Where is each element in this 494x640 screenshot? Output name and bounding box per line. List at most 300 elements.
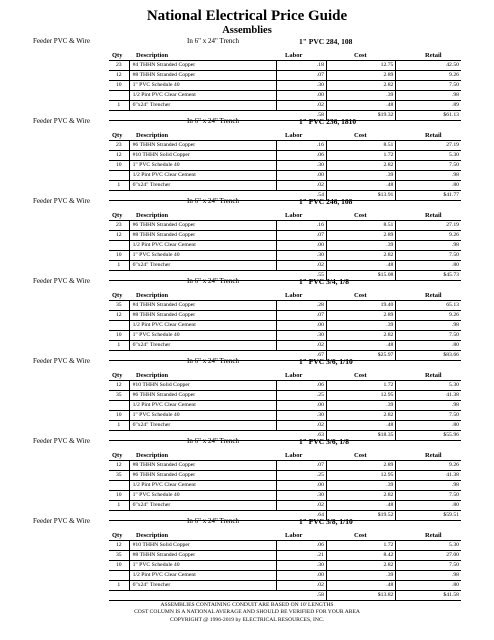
qty-cell: 10 — [109, 411, 129, 421]
labor-cell: .25 — [277, 471, 327, 481]
qty-header: Qty — [112, 292, 123, 299]
column-header — [109, 51, 461, 60]
cost-header: Cost — [354, 532, 367, 539]
page-title: National Electrical Price Guide — [146, 8, 348, 24]
retail-header: Retail — [425, 532, 442, 539]
table-row — [109, 331, 461, 341]
table-row — [109, 171, 461, 181]
cost-cell: 2.89 — [326, 461, 395, 471]
retail-header: Retail — [425, 212, 442, 219]
qty-cell: 35 — [109, 551, 129, 561]
retail-cell: .98 — [451, 402, 459, 408]
section-header — [0, 116, 494, 127]
description-cell: #8 THHN Stranded Copper — [129, 71, 277, 81]
total-labor: .58 — [277, 591, 327, 601]
section-header — [0, 516, 494, 527]
table-row — [109, 471, 461, 481]
description-cell: 6"x24" Trencher — [129, 181, 277, 191]
section-label: Feeder PVC & Wire — [33, 197, 90, 205]
table-row — [109, 221, 461, 231]
labor-cell: .02 — [277, 581, 327, 591]
retail-cell: 5.30 — [449, 152, 459, 158]
retail-cell: .80 — [451, 582, 459, 588]
footer-line: COPYRIGHT @ 1996-2019 by ELECTRICAL RESOURCES, INC. — [169, 616, 324, 623]
description-cell: 1/2 Pint PVC Clear Cement — [129, 321, 277, 331]
description-cell: #10 THHN Solid Copper — [129, 541, 277, 551]
description-cell: 1" PVC Schedule 40 — [129, 81, 277, 91]
total-labor: .67 — [277, 351, 327, 361]
section-trench: In 6" x 24" Trench — [187, 37, 239, 45]
retail-cell: 7.50 — [449, 562, 459, 568]
section-code: 1" PVC 236, 1810 — [299, 117, 357, 126]
cost-cell: 1.72 — [326, 151, 395, 161]
total-spacer — [109, 591, 129, 601]
table-row — [109, 151, 461, 161]
labor-header: Labor — [285, 532, 303, 539]
retail-cell: 7.50 — [449, 162, 459, 168]
section-label: Feeder PVC & Wire — [33, 117, 90, 125]
cost-cell: 2.89 — [326, 71, 395, 81]
retail-cell: 9.26 — [449, 312, 459, 318]
assembly-section — [0, 116, 494, 196]
qty-cell: 10 — [109, 331, 129, 341]
total-cost: $18.35 — [326, 431, 395, 441]
cost-header: Cost — [354, 372, 367, 379]
labor-cell: .06 — [277, 151, 327, 161]
cost-cell: .39 — [326, 241, 395, 251]
cost-cell: .48 — [326, 261, 395, 271]
table-row — [109, 71, 461, 81]
qty-header: Qty — [112, 532, 123, 539]
table-row — [109, 251, 461, 261]
column-header — [109, 211, 461, 220]
description-cell: #8 THHN Stranded Copper — [129, 551, 277, 561]
retail-cell: 5.30 — [449, 382, 459, 388]
table-row — [109, 231, 461, 241]
description-cell: #6 THHN Stranded Copper — [129, 391, 277, 401]
description-cell: #8 THHN Stranded Copper — [129, 311, 277, 321]
labor-cell: .06 — [277, 541, 327, 551]
qty-cell: 35 — [109, 301, 129, 311]
cost-cell: .39 — [326, 171, 395, 181]
items-table — [109, 540, 461, 601]
cost-cell: 2.82 — [326, 491, 395, 501]
labor-cell: .00 — [277, 571, 327, 581]
description-cell: 1/2 Pint PVC Clear Cement — [129, 171, 277, 181]
table-row — [109, 61, 461, 71]
qty-header: Qty — [112, 212, 123, 219]
table-row — [109, 481, 461, 491]
table-row — [109, 101, 461, 111]
description-cell: 6"x24" Trencher — [129, 581, 277, 591]
table-row — [109, 541, 461, 551]
qty-cell: 1 — [109, 421, 129, 431]
retail-cell: 7.50 — [449, 332, 459, 338]
cost-header: Cost — [354, 212, 367, 219]
table-row — [109, 561, 461, 571]
cost-cell: .39 — [326, 91, 395, 101]
total-retail: $45.73 — [443, 272, 459, 278]
description-cell: #4 THHN Stranded Copper — [129, 301, 277, 311]
labor-cell: .02 — [277, 261, 327, 271]
labor-cell: .00 — [277, 241, 327, 251]
labor-cell: .00 — [277, 481, 327, 491]
table-row — [109, 341, 461, 351]
labor-header: Labor — [285, 212, 303, 219]
description-cell: 6"x24" Trencher — [129, 101, 277, 111]
table-row — [109, 311, 461, 321]
qty-cell — [109, 91, 129, 101]
qty-cell — [109, 481, 129, 491]
table-row — [109, 261, 461, 271]
cost-cell: 2.89 — [326, 311, 395, 321]
qty-cell — [109, 321, 129, 331]
qty-cell: 10 — [109, 251, 129, 261]
description-cell: #8 THHN Stranded Copper — [129, 231, 277, 241]
total-cost: $13.91 — [326, 191, 395, 201]
footer-line: ASSEMBLIES CONTAINING CONDUIT ARE BASED ON 10' LENGTHS — [160, 602, 334, 608]
qty-cell: 10 — [109, 81, 129, 91]
description-cell: #6 THHN Stranded Copper — [129, 221, 277, 231]
retail-cell: .80 — [451, 422, 459, 428]
description-header: Description — [136, 532, 169, 539]
qty-cell: 12 — [109, 151, 129, 161]
labor-cell: .30 — [277, 561, 327, 571]
labor-cell: .18 — [277, 61, 327, 71]
section-trench: In 6" x 24" Trench — [187, 117, 239, 125]
table-row — [109, 91, 461, 101]
section-label: Feeder PVC & Wire — [33, 437, 90, 445]
description-header: Description — [136, 372, 169, 379]
cost-header: Cost — [354, 452, 367, 459]
retail-header: Retail — [425, 132, 442, 139]
cost-header: Cost — [354, 52, 367, 59]
cost-header: Cost — [354, 132, 367, 139]
cost-header: Cost — [354, 292, 367, 299]
assembly-section — [0, 36, 494, 116]
assembly-section — [0, 436, 494, 516]
labor-cell: .02 — [277, 501, 327, 511]
total-cost: $19.32 — [326, 111, 395, 121]
section-code: 1" PVC 246, 108 — [299, 197, 353, 206]
table-row — [109, 181, 461, 191]
section-code: 1" PVC 3/4, 1/8 — [299, 277, 349, 286]
cost-cell: 2.82 — [326, 161, 395, 171]
cost-cell: .39 — [326, 571, 395, 581]
total-labor: .58 — [277, 111, 327, 121]
retail-cell: .98 — [451, 242, 459, 248]
qty-header: Qty — [112, 372, 123, 379]
cost-cell: 2.82 — [326, 251, 395, 261]
retail-cell: .98 — [451, 482, 459, 488]
retail-cell: .80 — [451, 502, 459, 508]
qty-cell: 12 — [109, 461, 129, 471]
description-cell: 1" PVC Schedule 40 — [129, 561, 277, 571]
section-header — [0, 196, 494, 207]
labor-header: Labor — [285, 372, 303, 379]
description-cell: 6"x24" Trencher — [129, 341, 277, 351]
section-trench: In 6" x 24" Trench — [187, 437, 239, 445]
description-cell: 6"x24" Trencher — [129, 501, 277, 511]
footer-notes — [0, 602, 494, 624]
table-row — [109, 421, 461, 431]
retail-cell: 41.38 — [446, 392, 459, 398]
labor-cell: .00 — [277, 91, 327, 101]
qty-header: Qty — [112, 52, 123, 59]
total-cost: $19.52 — [326, 511, 395, 521]
cost-cell: .48 — [326, 581, 395, 591]
labor-cell: .16 — [277, 141, 327, 151]
description-header: Description — [136, 52, 169, 59]
section-trench: In 6" x 24" Trench — [187, 517, 239, 525]
cost-cell: .48 — [326, 341, 395, 351]
qty-cell: 1 — [109, 501, 129, 511]
qty-cell: 1 — [109, 341, 129, 351]
section-header — [0, 36, 494, 47]
page-subtitle: Assemblies — [222, 25, 272, 36]
retail-cell: 7.50 — [449, 82, 459, 88]
column-header — [109, 531, 461, 540]
qty-cell: 12 — [109, 381, 129, 391]
labor-cell: .30 — [277, 491, 327, 501]
qty-cell: 23 — [109, 61, 129, 71]
retail-cell: 9.26 — [449, 72, 459, 78]
total-spacer — [129, 591, 277, 601]
total-cost: $25.97 — [326, 351, 395, 361]
qty-cell — [109, 401, 129, 411]
table-row — [109, 491, 461, 501]
items-table — [109, 140, 461, 201]
table-row — [109, 141, 461, 151]
table-row — [109, 501, 461, 511]
qty-cell: 1 — [109, 101, 129, 111]
retail-cell: .98 — [451, 92, 459, 98]
section-trench: In 6" x 24" Trench — [187, 357, 239, 365]
total-retail: $41.58 — [443, 592, 459, 598]
total-labor: .63 — [277, 431, 327, 441]
table-row — [109, 301, 461, 311]
retail-cell: 27.19 — [446, 222, 459, 228]
table-row — [109, 411, 461, 421]
labor-cell: .00 — [277, 171, 327, 181]
section-label: Feeder PVC & Wire — [33, 37, 90, 45]
qty-cell: 12 — [109, 71, 129, 81]
cost-cell: .39 — [326, 401, 395, 411]
qty-cell: 35 — [109, 471, 129, 481]
section-header — [0, 436, 494, 447]
section-label: Feeder PVC & Wire — [33, 517, 90, 525]
description-cell: 6"x24" Trencher — [129, 421, 277, 431]
retail-cell: 9.26 — [449, 462, 459, 468]
description-cell: #10 THHN Solid Copper — [129, 151, 277, 161]
labor-cell: .21 — [277, 551, 327, 561]
retail-header: Retail — [425, 52, 442, 59]
description-header: Description — [136, 292, 169, 299]
retail-cell: .80 — [451, 182, 459, 188]
retail-cell: .98 — [451, 322, 459, 328]
description-cell: 1" PVC Schedule 40 — [129, 251, 277, 261]
labor-header: Labor — [285, 52, 303, 59]
cost-cell: 2.89 — [326, 231, 395, 241]
total-labor: .55 — [277, 271, 327, 281]
cost-cell: 12.95 — [326, 471, 395, 481]
section-label: Feeder PVC & Wire — [33, 277, 90, 285]
table-row — [109, 81, 461, 91]
labor-cell: .28 — [277, 301, 327, 311]
description-cell: 1" PVC Schedule 40 — [129, 331, 277, 341]
qty-cell: 1 — [109, 181, 129, 191]
labor-cell: .07 — [277, 231, 327, 241]
assembly-section — [0, 276, 494, 356]
retail-cell: 65.13 — [446, 302, 459, 308]
qty-cell: 23 — [109, 221, 129, 231]
column-header — [109, 451, 461, 460]
total-retail: $59.51 — [443, 512, 459, 518]
total-labor: .64 — [277, 511, 327, 521]
cost-cell: 1.72 — [326, 541, 395, 551]
total-retail: $61.13 — [443, 112, 459, 118]
retail-header: Retail — [425, 292, 442, 299]
total-labor: .54 — [277, 191, 327, 201]
cost-cell: 8.51 — [326, 221, 395, 231]
cost-cell: .48 — [326, 421, 395, 431]
retail-cell: 7.50 — [449, 492, 459, 498]
qty-cell: 23 — [109, 141, 129, 151]
retail-header: Retail — [425, 452, 442, 459]
description-cell: 6"x24" Trencher — [129, 261, 277, 271]
retail-cell: 41.38 — [446, 472, 459, 478]
retail-cell: .80 — [451, 262, 459, 268]
labor-header: Labor — [285, 292, 303, 299]
labor-cell: .07 — [277, 311, 327, 321]
retail-cell: 7.50 — [449, 252, 459, 258]
labor-cell: .30 — [277, 411, 327, 421]
section-code: 1" PVC 284, 108 — [299, 37, 353, 46]
total-cost: $13.82 — [326, 591, 395, 601]
labor-cell: .25 — [277, 391, 327, 401]
retail-cell: .89 — [451, 102, 459, 108]
total-row — [109, 591, 461, 601]
description-header: Description — [136, 132, 169, 139]
items-table — [109, 300, 461, 361]
table-row — [109, 321, 461, 331]
cost-cell: 2.82 — [326, 561, 395, 571]
cost-cell: 12.75 — [326, 61, 395, 71]
description-cell: 1/2 Pint PVC Clear Cement — [129, 401, 277, 411]
qty-cell: 12 — [109, 231, 129, 241]
qty-cell: 10 — [109, 491, 129, 501]
labor-cell: .02 — [277, 181, 327, 191]
total-retail: $55.96 — [443, 432, 459, 438]
description-cell: #4 THHN Stranded Copper — [129, 61, 277, 71]
retail-cell: 27.19 — [446, 142, 459, 148]
items-table — [109, 220, 461, 281]
items-table — [109, 460, 461, 521]
qty-cell — [109, 571, 129, 581]
labor-cell: .30 — [277, 81, 327, 91]
assembly-section — [0, 516, 494, 596]
retail-cell: 5.30 — [449, 542, 459, 548]
retail-cell: .80 — [451, 342, 459, 348]
section-header — [0, 276, 494, 287]
total-cost: $15.08 — [326, 271, 395, 281]
description-cell: 1" PVC Schedule 40 — [129, 161, 277, 171]
qty-cell: 12 — [109, 541, 129, 551]
labor-cell: .06 — [277, 381, 327, 391]
cost-cell: 19.40 — [326, 301, 395, 311]
description-header: Description — [136, 452, 169, 459]
retail-cell: 7.50 — [449, 412, 459, 418]
cost-cell: 2.82 — [326, 81, 395, 91]
labor-cell: .02 — [277, 341, 327, 351]
retail-header: Retail — [425, 372, 442, 379]
qty-cell: 1 — [109, 581, 129, 591]
cost-cell: .48 — [326, 181, 395, 191]
items-table — [109, 380, 461, 441]
cost-cell: 2.82 — [326, 331, 395, 341]
table-row — [109, 571, 461, 581]
labor-cell: .07 — [277, 461, 327, 471]
labor-cell: .30 — [277, 161, 327, 171]
qty-cell: 10 — [109, 161, 129, 171]
qty-cell: 35 — [109, 391, 129, 401]
column-header — [109, 291, 461, 300]
labor-cell: .16 — [277, 221, 327, 231]
retail-cell: 9.26 — [449, 232, 459, 238]
labor-cell: .02 — [277, 421, 327, 431]
description-cell: 1/2 Pint PVC Clear Cement — [129, 241, 277, 251]
description-cell: #10 THHN Solid Copper — [129, 381, 277, 391]
qty-header: Qty — [112, 132, 123, 139]
section-code: 1" PVC 3/6, 1/10 — [299, 357, 353, 366]
table-row — [109, 581, 461, 591]
labor-header: Labor — [285, 452, 303, 459]
section-label: Feeder PVC & Wire — [33, 357, 90, 365]
cost-cell: .39 — [326, 321, 395, 331]
labor-cell: .30 — [277, 331, 327, 341]
table-row — [109, 391, 461, 401]
table-row — [109, 241, 461, 251]
table-row — [109, 401, 461, 411]
qty-cell: 1 — [109, 261, 129, 271]
labor-cell: .00 — [277, 321, 327, 331]
cost-cell: .39 — [326, 481, 395, 491]
total-retail: $83.66 — [443, 352, 459, 358]
section-header — [0, 356, 494, 367]
labor-cell: .07 — [277, 71, 327, 81]
section-code: 1" PVC 3/6, 1/8 — [299, 437, 349, 446]
retail-cell: 27.00 — [446, 552, 459, 558]
footer-line: COST COLUMN IS A NATIONAL AVERAGE AND SHOULD BE VERIFIED FOR YOUR AREA — [134, 609, 360, 616]
qty-cell — [109, 171, 129, 181]
section-trench: In 6" x 24" Trench — [187, 277, 239, 285]
description-cell: 1/2 Pint PVC Clear Cement — [129, 571, 277, 581]
table-row — [109, 551, 461, 561]
labor-cell: .02 — [277, 101, 327, 111]
labor-cell: .00 — [277, 401, 327, 411]
cost-cell: 12.95 — [326, 391, 395, 401]
description-cell: #6 THHN Stranded Copper — [129, 471, 277, 481]
description-cell: #6 THHN Stranded Copper — [129, 141, 277, 151]
table-row — [109, 161, 461, 171]
cost-cell: .48 — [326, 501, 395, 511]
retail-cell: .98 — [451, 572, 459, 578]
description-cell: 1/2 Pint PVC Clear Cement — [129, 481, 277, 491]
description-cell: #8 THHN Stranded Copper — [129, 461, 277, 471]
cost-cell: 8.51 — [326, 141, 395, 151]
qty-cell: 10 — [109, 561, 129, 571]
description-cell: 1" PVC Schedule 40 — [129, 491, 277, 501]
